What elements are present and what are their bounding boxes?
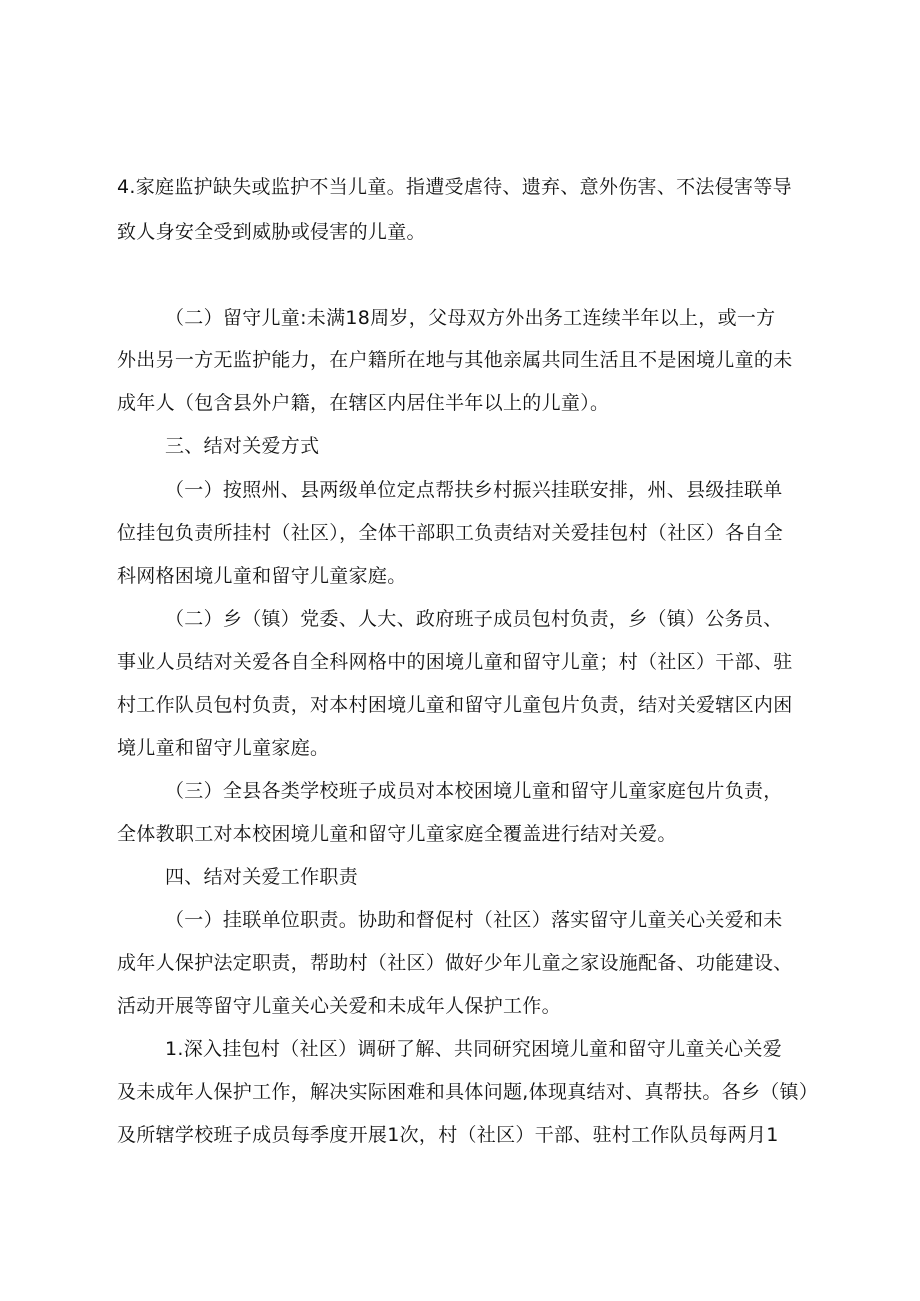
paragraph-line-22: 及所辖学校班子成员每季度开展1次，村（社区）干部、驻村工作队员每两月1 <box>117 1124 779 1146</box>
paragraph-line-4: 外出另一方无监护能力，在户籍所在地与其他亲属共同生活且不是困境儿童的未 <box>117 349 793 371</box>
paragraph-line-12: 村工作队员包村负责，对本村困境儿童和留守儿童包片负责，结对关爱辖区内困 <box>117 694 793 716</box>
paragraph-line-2: 致人身安全受到威胁或侵害的儿童。 <box>117 221 426 243</box>
paragraph-line-11: 事业人员结对关爱各自全科网格中的困境儿童和留守儿童；村（社区）干部、驻 <box>117 651 793 673</box>
paragraph-line-14: （三）全县各类学校班子成员对本校困境儿童和留守儿童家庭包片负责， <box>165 780 783 802</box>
section-heading-3: 三、结对关爱方式 <box>165 435 320 457</box>
paragraph-line-3: （二）留守儿童:未满18周岁，父母双方外出务工连续半年以上，或一方 <box>165 307 776 329</box>
paragraph-line-20: 1.深入挂包村（社区）调研了解、共同研究困境儿童和留守儿童关心关爱 <box>165 1038 783 1060</box>
paragraph-line-8: 位挂包负责所挂村（社区），全体干部职工负责结对关爱挂包村（社区）各自全 <box>117 522 784 544</box>
paragraph-line-21: 及未成年人保护工作，解决实际困难和具体问题,体现真结对、真帮扶。各乡（镇） <box>117 1081 819 1103</box>
paragraph-line-18: 成年人保护法定职责，帮助村（社区）做好少年儿童之家设施配备、功能建设、 <box>117 952 793 974</box>
section-heading-4: 四、结对关爱工作职责 <box>165 866 359 888</box>
paragraph-line-10: （二）乡（镇）党委、人大、政府班子成员包村负责，乡（镇）公务员、 <box>165 608 783 630</box>
paragraph-line-17: （一）挂联单位职责。协助和督促村（社区）落实留守儿童关心关爱和未 <box>165 909 783 931</box>
paragraph-line-15: 全体教职工对本校困境儿童和留守儿童家庭全覆盖进行结对关爱。 <box>117 823 677 845</box>
paragraph-line-19: 活动开展等留守儿童关心关爱和未成年人保护工作。 <box>117 995 561 1017</box>
paragraph-line-13: 境儿童和留守儿童家庭。 <box>117 737 330 759</box>
paragraph-line-5: 成年人（包含县外户籍，在辖区内居住半年以上的儿童）。 <box>117 392 610 414</box>
paragraph-line-1: 4.家庭监护缺失或监护不当儿童。指遭受虐待、遗弃、意外伤害、不法侵害等导 <box>117 176 792 198</box>
paragraph-line-7: （一）按照州、县两级单位定点帮扶乡村振兴挂联安排，州、县级挂联单 <box>165 479 783 501</box>
paragraph-line-9: 科网格困境儿童和留守儿童家庭。 <box>117 565 407 587</box>
